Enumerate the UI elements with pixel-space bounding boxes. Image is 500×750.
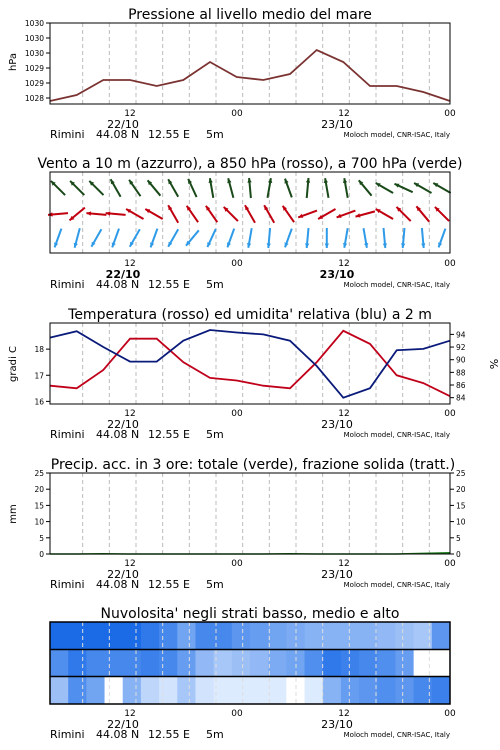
cloud-cell <box>68 622 87 650</box>
rh-ylabel: % <box>487 358 500 370</box>
cloud-cell <box>305 622 324 650</box>
wind-arrow <box>283 206 294 222</box>
cloud-cell <box>105 622 124 650</box>
panel-cloud-cover <box>50 606 456 741</box>
wind-arrow <box>86 211 106 215</box>
wind-arrow <box>343 178 348 198</box>
location-lat: 44.08 N <box>96 728 140 741</box>
pressure-title: Pressione al livello medio del mare <box>128 7 372 23</box>
model-credit: Moloch model, CNR-ISAC, Italy <box>343 431 450 439</box>
precip-x-tick: 00 <box>444 559 456 569</box>
location-lat: 44.08 N <box>96 578 140 591</box>
wind-arrow <box>298 211 317 218</box>
temp-grid <box>83 323 430 404</box>
cloud-cell <box>177 622 196 650</box>
cloud-cell <box>359 622 378 650</box>
cloud-cells <box>50 622 451 704</box>
location-alt: 5m <box>206 578 224 591</box>
cloud-cell <box>305 677 324 704</box>
cloud-date: 23/10 <box>321 718 353 731</box>
pressure-date: 23/10 <box>321 118 353 131</box>
wind-arrow <box>433 183 450 193</box>
cloud-cell <box>50 650 69 677</box>
wind-arrow <box>227 178 233 197</box>
wind-arrow <box>106 211 126 215</box>
model-credit: Moloch model, CNR-ISAC, Italy <box>343 281 450 289</box>
cloud-location <box>50 728 224 741</box>
cloud-cell <box>159 622 178 650</box>
precip-x-tick: 12 <box>338 559 350 569</box>
precip-grid <box>83 473 430 554</box>
cloud-cell <box>395 622 414 650</box>
pressure-location <box>50 128 224 141</box>
y-tick-label: 0 <box>456 550 461 559</box>
panel-temperature-humidity <box>8 307 500 441</box>
cloud-title: Nuvolosita' negli strati basso, medio e alto <box>100 606 400 622</box>
cloud-cell <box>323 650 342 677</box>
pressure-x-tick: 12 <box>124 109 136 119</box>
cloud-cell <box>377 650 396 677</box>
cloud-cell <box>232 677 251 704</box>
wind-arrow <box>325 228 329 248</box>
wind-arrow <box>207 229 216 247</box>
wind-arrow <box>150 229 157 248</box>
wind-arrow <box>54 229 61 248</box>
wind-vectors <box>48 178 451 248</box>
series-line <box>50 331 450 396</box>
rh-y-ticks <box>450 330 466 402</box>
cloud-cell <box>377 622 396 650</box>
cloud-cell <box>68 677 87 704</box>
cloud-cell <box>123 622 142 650</box>
precip-date: 23/10 <box>321 568 353 581</box>
cloud-cell <box>141 622 160 650</box>
precip-location <box>50 578 224 591</box>
y-tick-label: 92 <box>456 343 466 353</box>
cloud-cell <box>232 622 251 650</box>
wind-arrow <box>126 209 143 219</box>
wind-arrow <box>421 228 425 248</box>
wind-arrow <box>247 228 252 248</box>
cloud-cell <box>268 677 287 704</box>
cloud-cell <box>86 677 105 704</box>
y-tick-label: 25 <box>456 469 466 478</box>
y-tick-label: 16 <box>34 397 44 407</box>
cloud-cell <box>268 622 287 650</box>
cloud-x-ticks <box>124 709 456 719</box>
cloud-cell <box>105 677 124 704</box>
wind-arrow <box>245 205 255 222</box>
location-lon: 12.55 E <box>148 728 190 741</box>
y-tick-label: 86 <box>456 381 466 391</box>
wind-arrow <box>145 209 162 219</box>
y-tick-label: 1030 <box>24 49 44 58</box>
cloud-x-tick: 00 <box>231 709 243 719</box>
cloud-cell <box>305 650 324 677</box>
cloud-cell <box>159 650 178 677</box>
wind-arrow <box>148 180 161 195</box>
temp-title: Temperatura (rosso) ed umidita' relativa (blu) a 2 m <box>68 307 432 323</box>
wind-arrow <box>112 229 119 248</box>
wind-arrow <box>130 229 140 246</box>
pressure-x-tick: 00 <box>444 109 456 119</box>
precip-y-ticks <box>34 469 465 559</box>
location-lon: 12.55 E <box>148 428 190 441</box>
wind-x-tick: 00 <box>231 259 243 269</box>
series-line <box>50 330 450 398</box>
location-lon: 12.55 E <box>148 128 190 141</box>
precip-x-ticks <box>124 559 456 569</box>
wind-arrow <box>186 230 199 245</box>
y-tick-label: 1030 <box>24 19 44 28</box>
cloud-cell <box>395 650 414 677</box>
cloud-cell <box>250 677 269 704</box>
cloud-x-tick: 12 <box>124 709 136 719</box>
wind-arrow <box>285 179 292 198</box>
location-lat: 44.08 N <box>96 128 140 141</box>
cloud-cell <box>141 650 160 677</box>
pressure-x-tick: 12 <box>338 109 350 119</box>
wind-arrow <box>416 206 429 221</box>
wind-arrow <box>356 211 375 217</box>
y-tick-label: 25 <box>34 469 44 478</box>
location-name: Rimini <box>50 728 85 741</box>
precip-ylabel: mm <box>8 504 19 524</box>
wind-x-tick: 12 <box>338 259 350 269</box>
temp-x-tick: 00 <box>231 409 243 419</box>
location-alt: 5m <box>206 128 224 141</box>
wind-arrow <box>337 211 356 218</box>
y-tick-label: 0 <box>39 550 44 559</box>
wind-arrow <box>89 181 103 195</box>
wind-arrow <box>187 206 198 222</box>
location-name: Rimini <box>50 278 85 291</box>
location-lat: 44.08 N <box>96 428 140 441</box>
wind-arrow <box>324 178 329 198</box>
precip-x-tick: 12 <box>124 559 136 569</box>
location-name: Rimini <box>50 128 85 141</box>
y-tick-label: 94 <box>456 330 466 340</box>
wind-arrow <box>438 229 445 248</box>
cloud-cell <box>141 677 160 704</box>
y-tick-label: 15 <box>34 501 44 511</box>
wind-arrow <box>306 178 310 198</box>
pressure-y-ticks <box>25 19 50 103</box>
pressure-series <box>50 50 450 101</box>
y-tick-label: 20 <box>456 485 466 495</box>
cloud-cell <box>341 650 360 677</box>
cloud-cell <box>432 650 451 677</box>
y-tick-label: 1030 <box>24 34 44 43</box>
cloud-cell <box>177 650 196 677</box>
location-name: Rimini <box>50 428 85 441</box>
precip-x-tick: 00 <box>231 559 243 569</box>
y-tick-label: 15 <box>456 501 466 511</box>
wind-arrow <box>48 212 68 216</box>
cloud-cell <box>105 650 124 677</box>
wind-x-ticks <box>124 259 456 269</box>
pressure-date: 22/10 <box>107 118 139 131</box>
y-tick-label: 1029 <box>24 79 44 88</box>
wind-date: 22/10 <box>105 268 141 281</box>
model-credit: Moloch model, CNR-ISAC, Italy <box>343 131 450 139</box>
wind-arrow <box>74 228 80 247</box>
precip-date: 22/10 <box>107 568 139 581</box>
y-tick-label: 90 <box>456 355 466 365</box>
panel-pressure <box>8 7 456 141</box>
cloud-cell <box>395 677 414 704</box>
temp-ylabel: gradi C <box>8 346 19 382</box>
temp-x-tick: 12 <box>338 409 350 419</box>
temp-date: 23/10 <box>321 418 353 431</box>
model-credit: Moloch model, CNR-ISAC, Italy <box>343 731 450 739</box>
cloud-cell <box>323 622 342 650</box>
y-tick-label: 5 <box>456 533 461 543</box>
wind-arrow <box>227 229 234 248</box>
wind-arrow <box>397 207 411 221</box>
wind-arrow <box>111 179 121 196</box>
cloud-cell <box>68 650 87 677</box>
cloud-cell <box>341 622 360 650</box>
wind-arrow <box>305 228 309 248</box>
location-lon: 12.55 E <box>148 278 190 291</box>
cloud-cell <box>177 677 196 704</box>
wind-arrow <box>268 178 273 198</box>
cloud-cell <box>86 622 105 650</box>
cloud-x-tick: 12 <box>338 709 350 719</box>
wind-arrow <box>168 229 178 246</box>
pressure-x-ticks <box>124 109 456 119</box>
cloud-cell <box>323 677 342 704</box>
wind-arrow <box>168 205 178 222</box>
wind-arrow <box>343 228 348 248</box>
temp-y-ticks <box>34 345 50 406</box>
y-tick-label: 18 <box>34 345 44 355</box>
cloud-cell <box>50 677 69 704</box>
cloud-cell <box>432 622 451 650</box>
wind-arrow <box>129 180 140 196</box>
series-line <box>50 50 450 101</box>
temp-x-tick: 00 <box>444 409 456 419</box>
panel-wind <box>37 156 462 291</box>
pressure-ylabel: hPa <box>8 52 19 72</box>
cloud-cell <box>341 677 360 704</box>
pressure-frame <box>50 23 450 104</box>
y-tick-label: 1029 <box>24 64 44 73</box>
precip-frame <box>50 473 450 554</box>
cloud-cell <box>268 650 287 677</box>
cloud-cell <box>250 622 269 650</box>
cloud-cell <box>159 677 178 704</box>
temp-date: 22/10 <box>107 418 139 431</box>
y-tick-label: 10 <box>34 517 44 527</box>
pressure-grid <box>83 23 430 104</box>
wind-arrow <box>395 184 413 193</box>
wind-arrow <box>285 229 292 248</box>
temp-location <box>50 428 224 441</box>
cloud-cell <box>50 622 69 650</box>
cloud-cell <box>377 677 396 704</box>
y-tick-label: 17 <box>34 371 44 381</box>
y-tick-label: 20 <box>34 485 44 495</box>
wind-arrow <box>364 228 369 248</box>
location-alt: 5m <box>206 428 224 441</box>
temp-rh-series <box>50 330 450 398</box>
wind-arrow <box>435 207 449 221</box>
y-tick-label: 10 <box>456 517 466 527</box>
temp-x-tick: 12 <box>124 409 136 419</box>
wind-arrow <box>318 209 335 219</box>
wind-arrow <box>91 229 101 246</box>
wind-location <box>50 278 224 291</box>
wind-x-tick: 00 <box>444 259 456 269</box>
cloud-cell <box>123 677 142 704</box>
wind-arrow <box>376 209 393 219</box>
cloud-cell <box>250 650 269 677</box>
wind-arrow <box>168 179 178 196</box>
location-name: Rimini <box>50 578 85 591</box>
precip-title: Precip. acc. in 3 ore: totale (verde), frazione solida (tratt.) <box>50 457 456 473</box>
model-credit: Moloch model, CNR-ISAC, Italy <box>343 581 450 589</box>
pressure-x-tick: 00 <box>231 109 243 119</box>
wind-arrow <box>267 228 271 248</box>
cloud-cell <box>232 650 251 677</box>
wind-title: Vento a 10 m (azzurro), a 850 hPa (rosso), a 700 hPa (verde) <box>37 156 463 172</box>
y-tick-label: 84 <box>456 393 466 403</box>
wind-arrow <box>209 178 214 198</box>
wind-arrow <box>247 178 251 198</box>
cloud-cell <box>123 650 142 677</box>
location-alt: 5m <box>206 728 224 741</box>
cloud-cell <box>195 622 214 650</box>
y-tick-label: 88 <box>456 368 466 378</box>
cloud-cell <box>86 650 105 677</box>
location-lat: 44.08 N <box>96 278 140 291</box>
location-lon: 12.55 E <box>148 578 190 591</box>
wind-arrow <box>359 180 372 195</box>
wind-date: 23/10 <box>319 268 355 281</box>
cloud-cell <box>432 677 451 704</box>
location-alt: 5m <box>206 278 224 291</box>
panel-precipitation <box>8 457 466 591</box>
cloud-cell <box>195 677 214 704</box>
wind-arrow <box>51 181 65 195</box>
wind-arrow <box>376 183 393 193</box>
cloud-cell <box>359 650 378 677</box>
cloud-x-tick: 00 <box>444 709 456 719</box>
wind-arrow <box>224 207 238 221</box>
wind-x-tick: 12 <box>124 259 136 269</box>
wind-arrow <box>383 228 387 248</box>
temp-x-ticks <box>124 409 456 419</box>
cloud-date: 22/10 <box>107 718 139 731</box>
y-tick-label: 1028 <box>24 94 44 103</box>
y-tick-label: 5 <box>39 533 44 543</box>
cloud-cell <box>359 677 378 704</box>
cloud-cell <box>195 650 214 677</box>
